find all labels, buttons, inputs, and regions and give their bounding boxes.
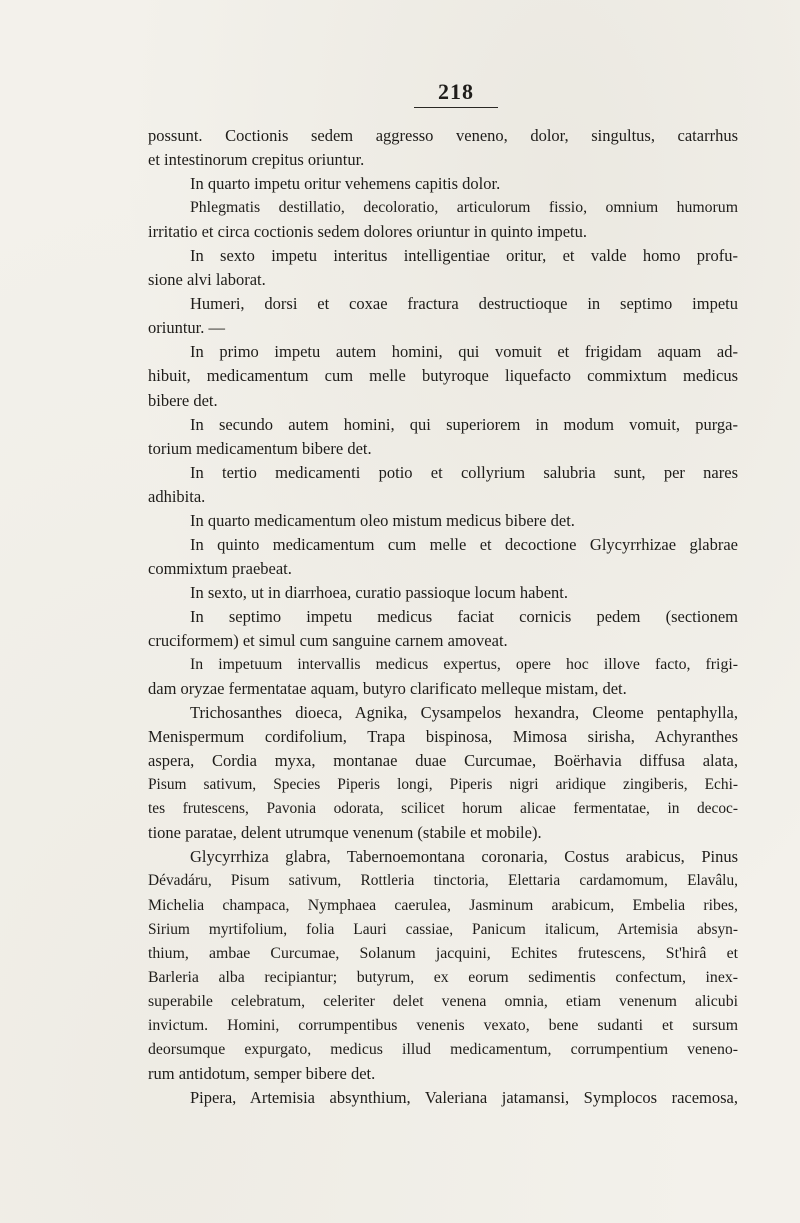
text-line: In septimo impetu medicus faciat cornicis pedem (sectionem: [190, 606, 738, 626]
text-line: tione paratae, delent utrumque venenum (stabile et mobile).: [148, 823, 542, 843]
text-line: Barleria alba recipiantur; butyrum, ex eorum sedimentis confectum, inex-: [148, 968, 738, 986]
text-line: Dévadáru, Pisum sativum, Rottleria tinctoria, Elettaria cardamomum, Elavâlu,: [148, 872, 738, 890]
text-line: In impetuum intervallis medicus expertus, opere hoc illove facto, frigi-: [190, 656, 738, 674]
text-line: In quinto medicamentum cum melle et decoctione Glycyrrhizae glabrae: [190, 534, 738, 554]
text-line: sione alvi laborat.: [148, 270, 266, 290]
header-rule: [414, 107, 498, 108]
text-line: bibere det.: [148, 390, 218, 410]
text-line: oriuntur. —: [148, 318, 225, 338]
text-line: In sexto, ut in diarrhoea, curatio passioque locum habent.: [190, 582, 569, 602]
text-line: et intestinorum crepitus oriuntur.: [148, 150, 365, 170]
text-line: Pisum sativum, Species Piperis longi, Piperis nigri aridique zingiberis, Echi-: [148, 776, 738, 794]
text-line: Phlegmatis destillatio, decoloratio, articulorum fissio, omnium humorum: [190, 199, 738, 217]
text-line: Trichosanthes dioeca, Agnika, Cysampelos hexandra, Cleome pentaphylla,: [190, 703, 738, 723]
text-line: In quarto impetu oritur vehemens capitis dolor.: [190, 174, 501, 194]
text-line: deorsumque expurgato, medicus illud medicamentum, corrumpentium veneno-: [148, 1040, 738, 1058]
text-line: Michelia champaca, Nymphaea caerulea, Jasminum arabicum, Embelia ribes,: [148, 896, 738, 914]
text-line: possunt. Coctionis sedem aggresso veneno, dolor, singultus, catarrhus: [148, 126, 738, 145]
text-line: dam oryzae fermentatae aquam, butyro clarificato melleque mistam, det.: [148, 679, 627, 699]
text-line: rum antidotum, semper bibere det.: [148, 1063, 376, 1083]
text-line: Humeri, dorsi et coxae fractura destructioque in septimo impetu: [190, 294, 738, 314]
text-line: In primo impetu autem homini, qui vomuit et frigidam aquam ad-: [190, 342, 738, 362]
text-line: adhibita.: [148, 486, 206, 506]
text-line: Pipera, Artemisia absynthium, Valeriana jatamansi, Symplocos racemosa,: [190, 1087, 738, 1107]
text-line: Glycyrrhiza glabra, Tabernoemontana coronaria, Costus arabicus, Pinus: [190, 847, 738, 867]
text-line: aspera, Cordia myxa, montanae duae Curcumae, Boërhavia diffusa alata,: [148, 751, 738, 771]
text-line: Menispermum cordifolium, Trapa bispinosa, Mimosa sirisha, Achyranthes: [148, 727, 738, 747]
text-line: In sexto impetu interitus intelligentiae oritur, et valde homo profu-: [190, 246, 738, 266]
page-header: [414, 80, 498, 108]
text-line: commixtum praebeat.: [148, 558, 292, 578]
text-line: thium, ambae Curcumae, Solanum jacquini, Echites frutescens, St'hirâ et: [148, 944, 738, 962]
text-line: In quarto medicamentum oleo mistum medicus bibere det.: [190, 510, 575, 530]
text-line: cruciformem) et simul cum sanguine carnem amoveat.: [148, 630, 508, 650]
text-line: In secundo autem homini, qui superiorem in modum vomuit, purga-: [190, 414, 738, 434]
text-line: torium medicamentum bibere det.: [148, 438, 372, 458]
text-line: In tertio medicamenti potio et collyrium salubria sunt, per nares: [190, 462, 738, 482]
text-line: invictum. Homini, corrumpentibus venenis vexato, bene sudanti et sursum: [148, 1016, 738, 1034]
text-line: superabile celebratum, celeriter delet venena omnia, etiam venenum alicubi: [148, 992, 738, 1010]
body-text: [148, 124, 738, 1110]
text-line: Sirium myrtifolium, folia Lauri cassiae, Panicum italicum, Artemisia absyn-: [148, 920, 738, 938]
text-line: hibuit, medicamentum cum melle butyroque liquefacto commixtum medicus: [148, 366, 738, 386]
text-line: irritatio et circa coctionis sedem dolores oriuntur in quinto impetu.: [148, 222, 587, 242]
text-line: tes frutescens, Pavonia odorata, scilicet horum alicae fermentatae, in decoc-: [148, 800, 738, 818]
page-number: 218: [438, 79, 474, 104]
